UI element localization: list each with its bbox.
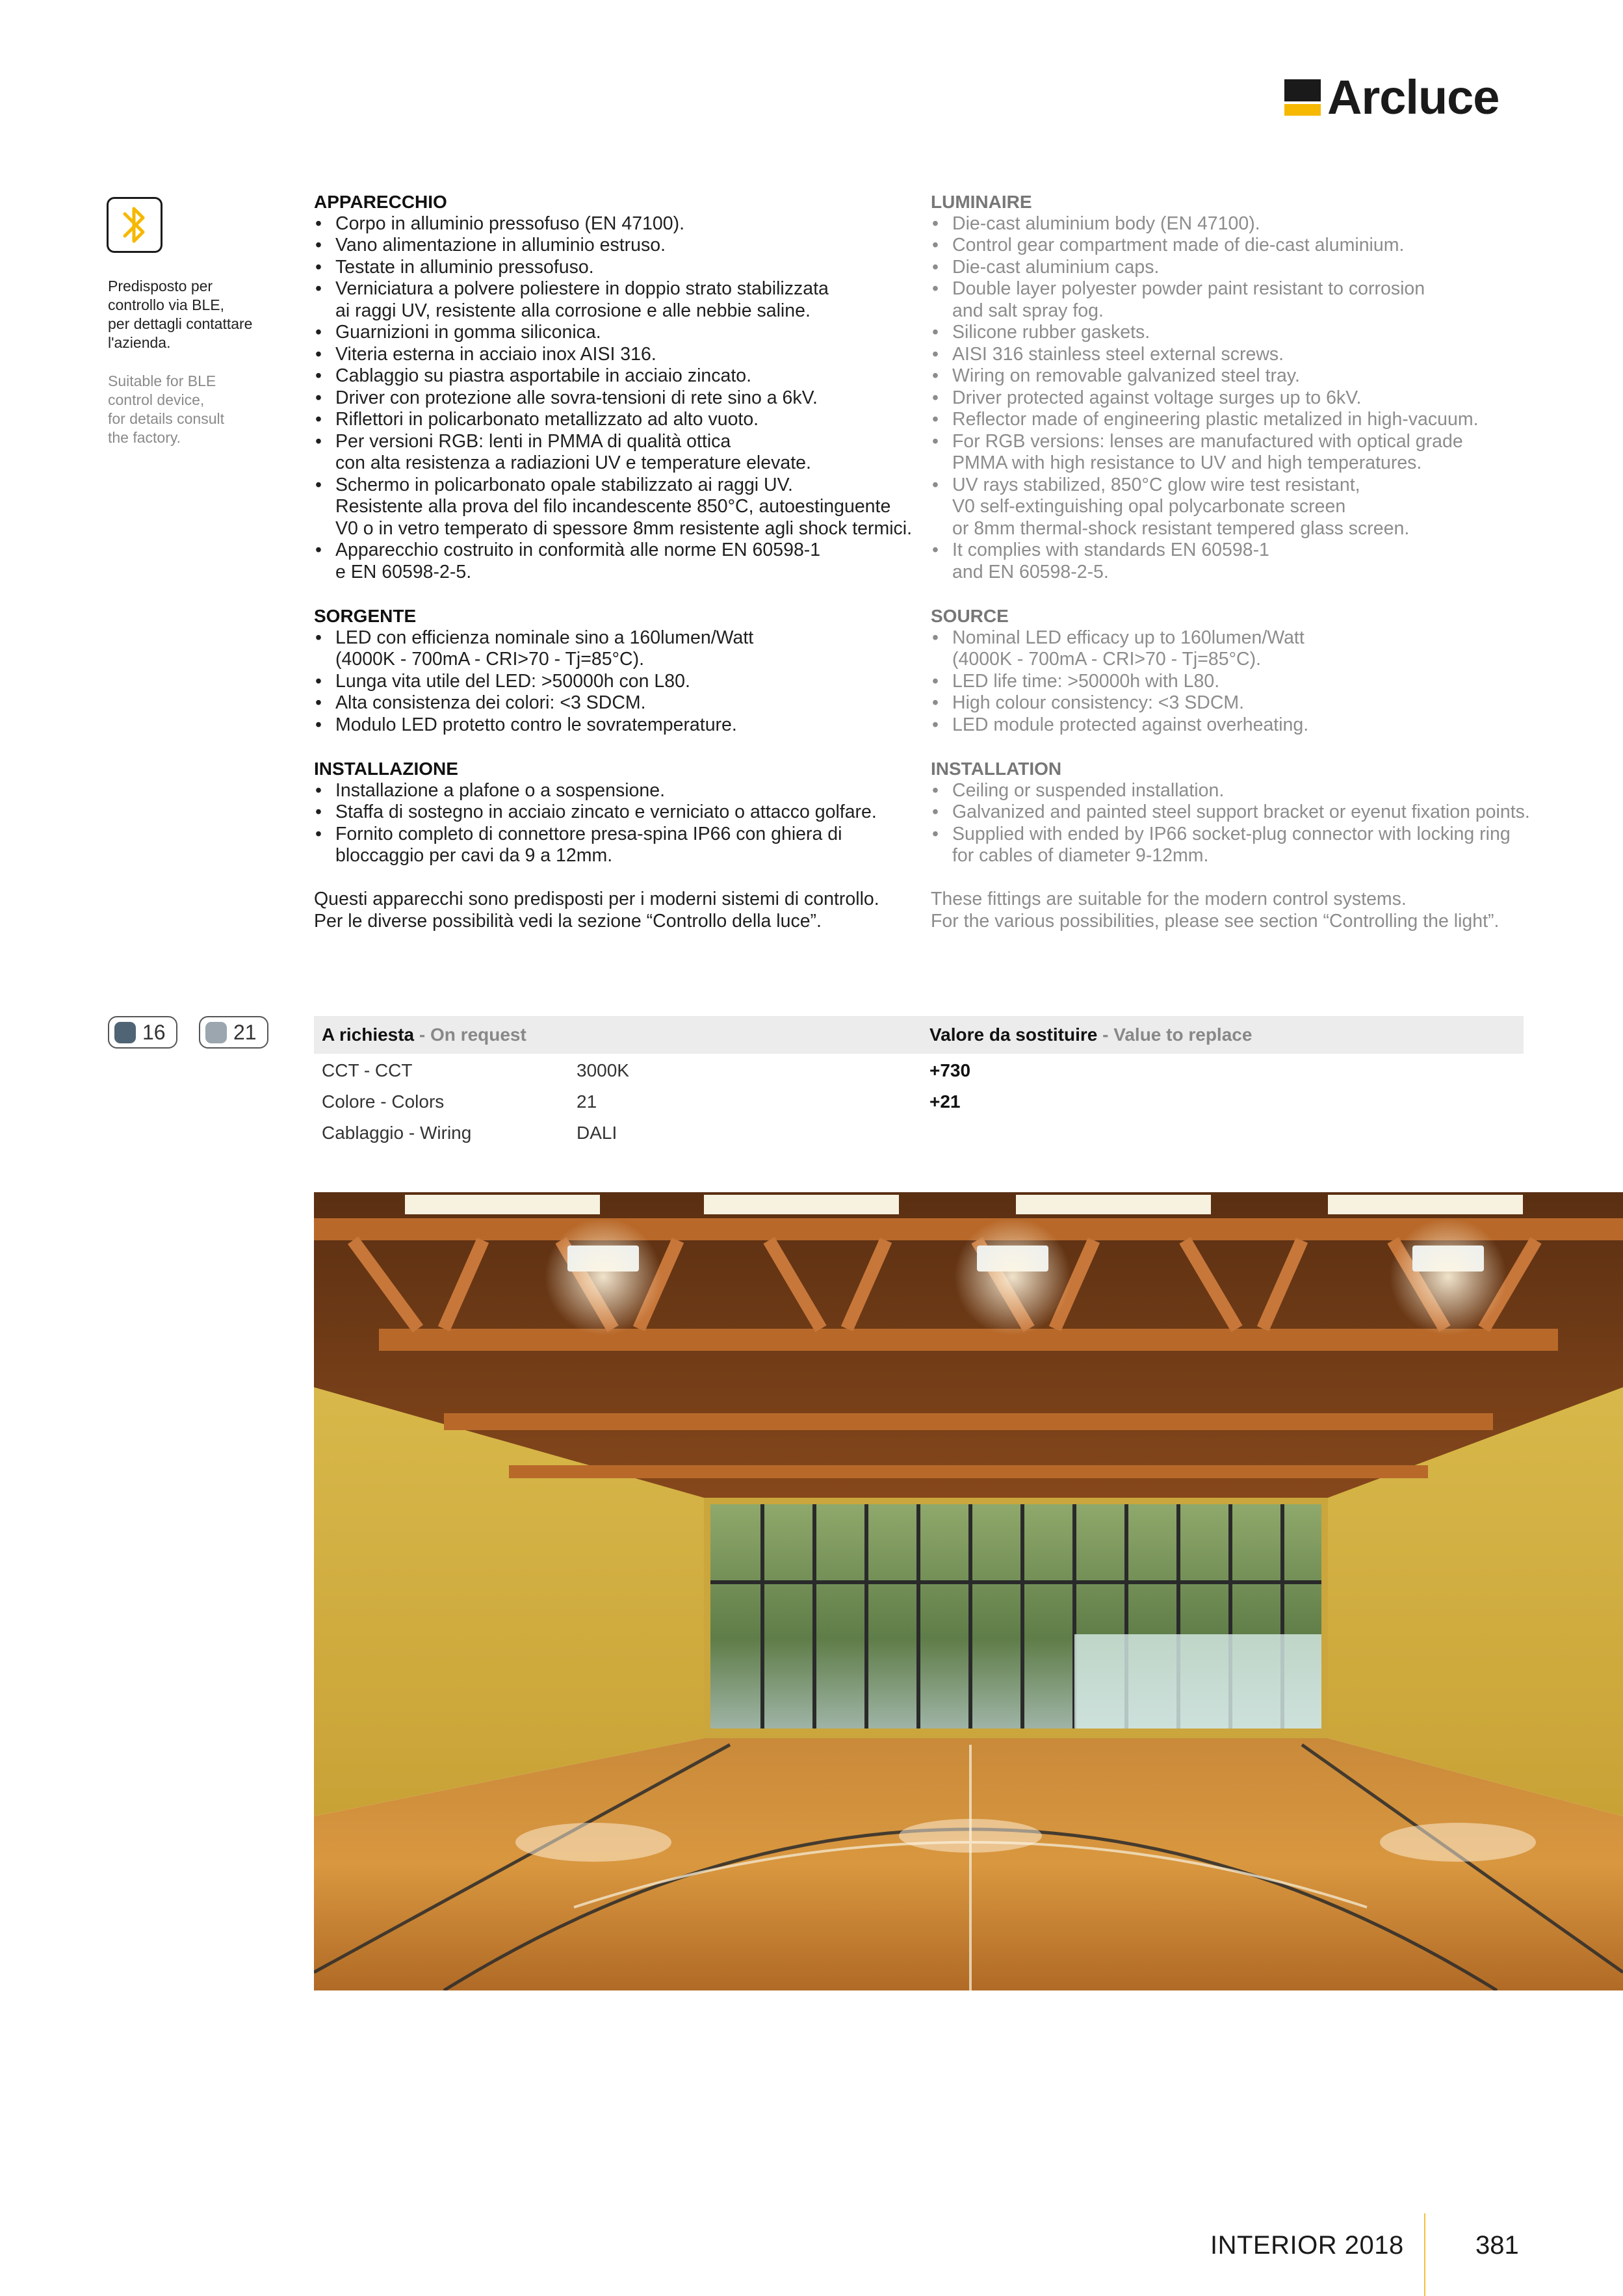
spec-item: • AISI 316 stainless steel external screws. <box>931 344 1548 366</box>
spec-item: • Installazione a plafone o a sospensione. <box>314 780 931 802</box>
control-note-it: Questi apparecchi sono predisposti per i moderni sistemi di controllo. Per le diverse possibilità vedi la sezione “Controllo della luce”. <box>314 889 879 932</box>
section-title: INSTALLAZIONE <box>314 759 458 779</box>
spec-item: • Cablaggio su piastra asportabile in acciaio zincato. <box>314 365 931 387</box>
spec-item: • Riflettori in policarbonato metallizzato ad alto vuoto. <box>314 409 931 431</box>
footer-divider <box>1424 2213 1425 2296</box>
section-installation <box>931 758 1548 867</box>
logo-mark-icon <box>1284 79 1321 116</box>
spec-item: • Verniciatura a polvere poliestere in doppio strato stabilizzata ai raggi UV, resistente alla corrosione e alle nebbie saline. <box>314 278 931 322</box>
spec-item: • Guarnizioni in gomma siliconica. <box>314 322 931 344</box>
color-swatch <box>114 1022 136 1043</box>
section-title: INSTALLATION <box>931 759 1062 779</box>
bluetooth-icon <box>107 197 162 253</box>
spec-list <box>931 213 1548 584</box>
table-row-value: 21 <box>577 1091 597 1112</box>
section-title: APPARECCHIO <box>314 192 447 212</box>
spec-item: • LED life time: >50000h with L80. <box>931 671 1548 693</box>
spec-item: • UV rays stabilized, 850°C glow wire test resistant, V0 self-extinguishing opal polycarbonate screen or 8mm thermal-shock resistant tempered glass screen. <box>931 475 1548 540</box>
spec-list <box>931 780 1548 867</box>
section-source <box>931 605 1548 736</box>
spec-item: • Lunga vita utile del LED: >50000h con L80. <box>314 671 931 693</box>
spec-item: • Ceiling or suspended installation. <box>931 780 1548 802</box>
spec-item: • Silicone rubber gaskets. <box>931 322 1548 344</box>
spec-item: • Vano alimentazione in alluminio estruso. <box>314 235 931 257</box>
spec-item: • Schermo in policarbonato opale stabilizzato ai raggi UV. Resistente alla prova del filo incandescente 850°C, autoestinguente V0 o in vetro temperato di spessore 8mm resistente agli shock termici. <box>314 475 931 540</box>
ble-note-it: Predisposto per controllo via BLE, per dettagli contattare l'azienda. <box>108 278 253 351</box>
spec-item: • Apparecchio costruito in conformità alle norme EN 60598-1 e EN 60598-2-5. <box>314 540 931 583</box>
spec-item: • Corpo in alluminio pressofuso (EN 47100). <box>314 213 931 235</box>
spec-item: • Fornito completo di connettore presa-spina IP66 con ghiera di bloccaggio per cavi da 9 a 12mm. <box>314 824 931 867</box>
section-sorgente <box>314 605 931 736</box>
spec-list <box>314 213 931 584</box>
table-row-label: Colore - Colors <box>322 1091 445 1112</box>
brand-logo <box>1284 70 1500 124</box>
ble-note-en: Suitable for BLE control device, for details consult the factory. <box>108 372 224 446</box>
spec-item: • Wiring on removable galvanized steel tray. <box>931 365 1548 387</box>
spec-item: • Die-cast aluminium body (EN 47100). <box>931 213 1548 235</box>
spec-list <box>314 780 931 867</box>
catalog-title: INTERIOR 2018 <box>1210 2231 1404 2260</box>
spec-item: • Driver protected against voltage surges up to 6kV. <box>931 387 1548 410</box>
spec-item: • Driver con protezione alle sovra-tensioni di rete sino a 6kV. <box>314 387 931 410</box>
spec-item: • Die-cast aluminium caps. <box>931 257 1548 279</box>
table-row-value: DALI <box>577 1123 617 1143</box>
spec-item: • Alta consistenza dei colori: <3 SDCM. <box>314 692 931 714</box>
spec-item: • Staffa di sostegno in acciaio zincato e verniciato o attacco golfare. <box>314 802 931 824</box>
spec-item: • Double layer polyester powder paint resistant to corrosion and salt spray fog. <box>931 278 1548 322</box>
spec-item: • Per versioni RGB: lenti in PMMA di qualità ottica con alta resistenza a radiazioni UV e temperature elevate. <box>314 431 931 475</box>
section-apparecchio <box>314 191 931 583</box>
spec-item: • Supplied with ended by IP66 socket-plug connector with locking ring for cables of diameter 9-12mm. <box>931 824 1548 867</box>
section-title: SOURCE <box>931 606 1009 626</box>
section-luminaire <box>931 191 1548 583</box>
table-row-label: Cablaggio - Wiring <box>322 1123 472 1143</box>
spec-item: • Reflector made of engineering plastic metalized in high-vacuum. <box>931 409 1548 431</box>
spec-list <box>931 627 1548 737</box>
spec-item: • Galvanized and painted steel support bracket or eyenut fixation points. <box>931 802 1548 824</box>
spec-item: • LED con efficienza nominale sino a 160lumen/Watt (4000K - 700mA - CRI>70 - Tj=85°C). <box>314 627 931 671</box>
spec-item: • Viteria esterna in acciaio inox AISI 316. <box>314 344 931 366</box>
section-title: SORGENTE <box>314 606 417 626</box>
brand-name: Arcluce <box>1327 70 1500 124</box>
page-number: 381 <box>1475 2231 1519 2260</box>
spec-item: • Nominal LED efficacy up to 160lumen/Watt (4000K - 700mA - CRI>70 - Tj=85°C). <box>931 627 1548 671</box>
spec-list <box>314 627 931 737</box>
spec-item: • Testate in alluminio pressofuso. <box>314 257 931 279</box>
section-title: LUMINAIRE <box>931 192 1032 212</box>
table-row-replace: +21 <box>929 1091 961 1112</box>
table-row-value: 3000K <box>577 1060 629 1080</box>
spec-item: • Control gear compartment made of die-cast aluminium. <box>931 235 1548 257</box>
table-row-label: CCT - CCT <box>322 1060 413 1080</box>
spec-item: • It complies with standards EN 60598-1 and EN 60598-2-5. <box>931 540 1548 583</box>
spec-item: • High colour consistency: <3 SDCM. <box>931 692 1548 714</box>
section-installazione <box>314 758 931 867</box>
spec-item: • Modulo LED protetto contro le sovratemperature. <box>314 714 931 737</box>
spec-item: • LED module protected against overheating. <box>931 714 1548 737</box>
header-on-request: A richiesta - On request <box>322 1024 526 1045</box>
header-value-to-replace: Valore da sostituire - Value to replace <box>929 1024 1253 1045</box>
color-chip-16: 16 <box>108 1016 177 1049</box>
color-swatch <box>205 1022 227 1043</box>
spec-item: • For RGB versions: lenses are manufactured with optical grade PMMA with high resistance to UV and high temperatures. <box>931 431 1548 475</box>
table-row-replace: +730 <box>929 1060 971 1080</box>
color-chip-21: 21 <box>199 1016 268 1049</box>
control-note-en: These fittings are suitable for the modern control systems. For the various possibilities, please see section “Controlling the light”. <box>931 889 1500 932</box>
application-photo <box>314 1192 1623 1990</box>
